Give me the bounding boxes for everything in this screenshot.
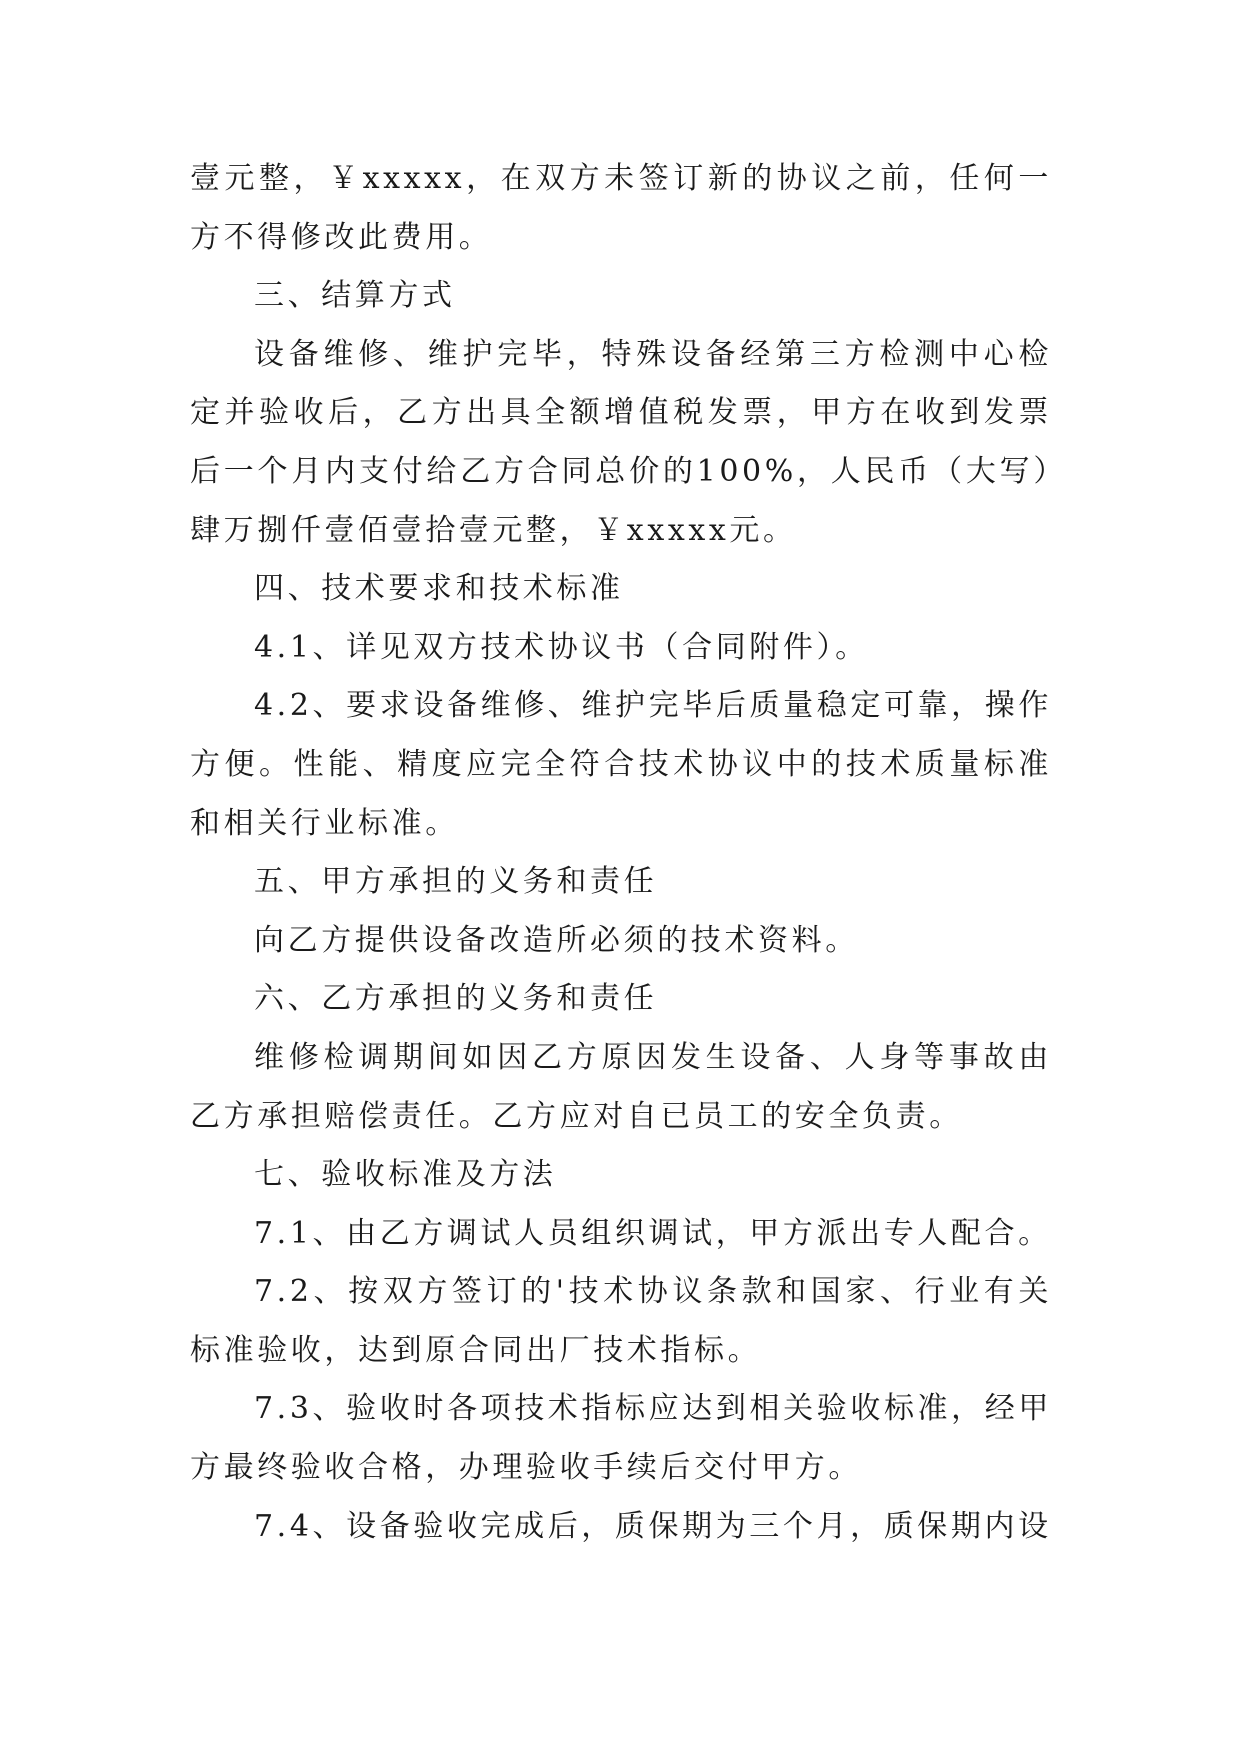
section-heading-acceptance: 七、验收标准及方法	[254, 1157, 557, 1193]
clause-7-1: 7.1、由乙方调试人员组织调试，甲方派出专人配合。	[254, 1215, 1052, 1251]
section-heading-technical-requirements: 四、技术要求和技术标准	[254, 571, 624, 607]
clause-7-3: 7.3、验收时各项技术指标应达到相关验收标准，经甲方最终验收合格，办理验收手续后交付甲方。	[190, 1391, 1052, 1486]
section-heading-party-a-obligations: 五、甲方承担的义务和责任	[254, 864, 658, 900]
clause-4-1: 4.1、详见双方技术协议书（合同附件）。	[254, 629, 869, 665]
document-body	[190, 150, 1052, 1556]
clause-4-2: 4.2、要求设备维修、维护完毕后质量稳定可靠，操作方便。性能、精度应完全符合技术协议中的技术质量标准和相关行业标准。	[190, 688, 1052, 841]
paragraph-party-a-obligations: 向乙方提供设备改造所必须的技术资料。	[254, 922, 859, 958]
section-heading-settlement: 三、结算方式	[254, 278, 456, 314]
clause-7-2: 7.2、按双方签订的'技术协议条款和国家、行业有关标准验收，达到原合同出厂技术指标。	[190, 1274, 1052, 1368]
paragraph-party-b-obligations: 维修检调期间如因乙方原因发生设备、人身等事故由乙方承担赔偿责任。乙方应对自已员工的安全负责。	[190, 1039, 1052, 1134]
clause-7-4: 7.4、设备验收完成后，质保期为三个月，质保期内设	[254, 1508, 1052, 1544]
paragraph-fee-continuation: 壹元整，￥xxxxx，在双方未签订新的协议之前，任何一方不得修改此费用。	[190, 161, 1052, 255]
paragraph-settlement: 设备维修、维护完毕，特殊设备经第三方检测中心检定并验收后，乙方出具全额增值税发票，甲方在收到发票后一个月内支付给乙方合同总价的100%，人民币（大写）肆万捌仟壹佰壹拾壹元整，￥xxxxx元。	[190, 336, 1052, 548]
section-heading-party-b-obligations: 六、乙方承担的义务和责任	[254, 981, 658, 1017]
